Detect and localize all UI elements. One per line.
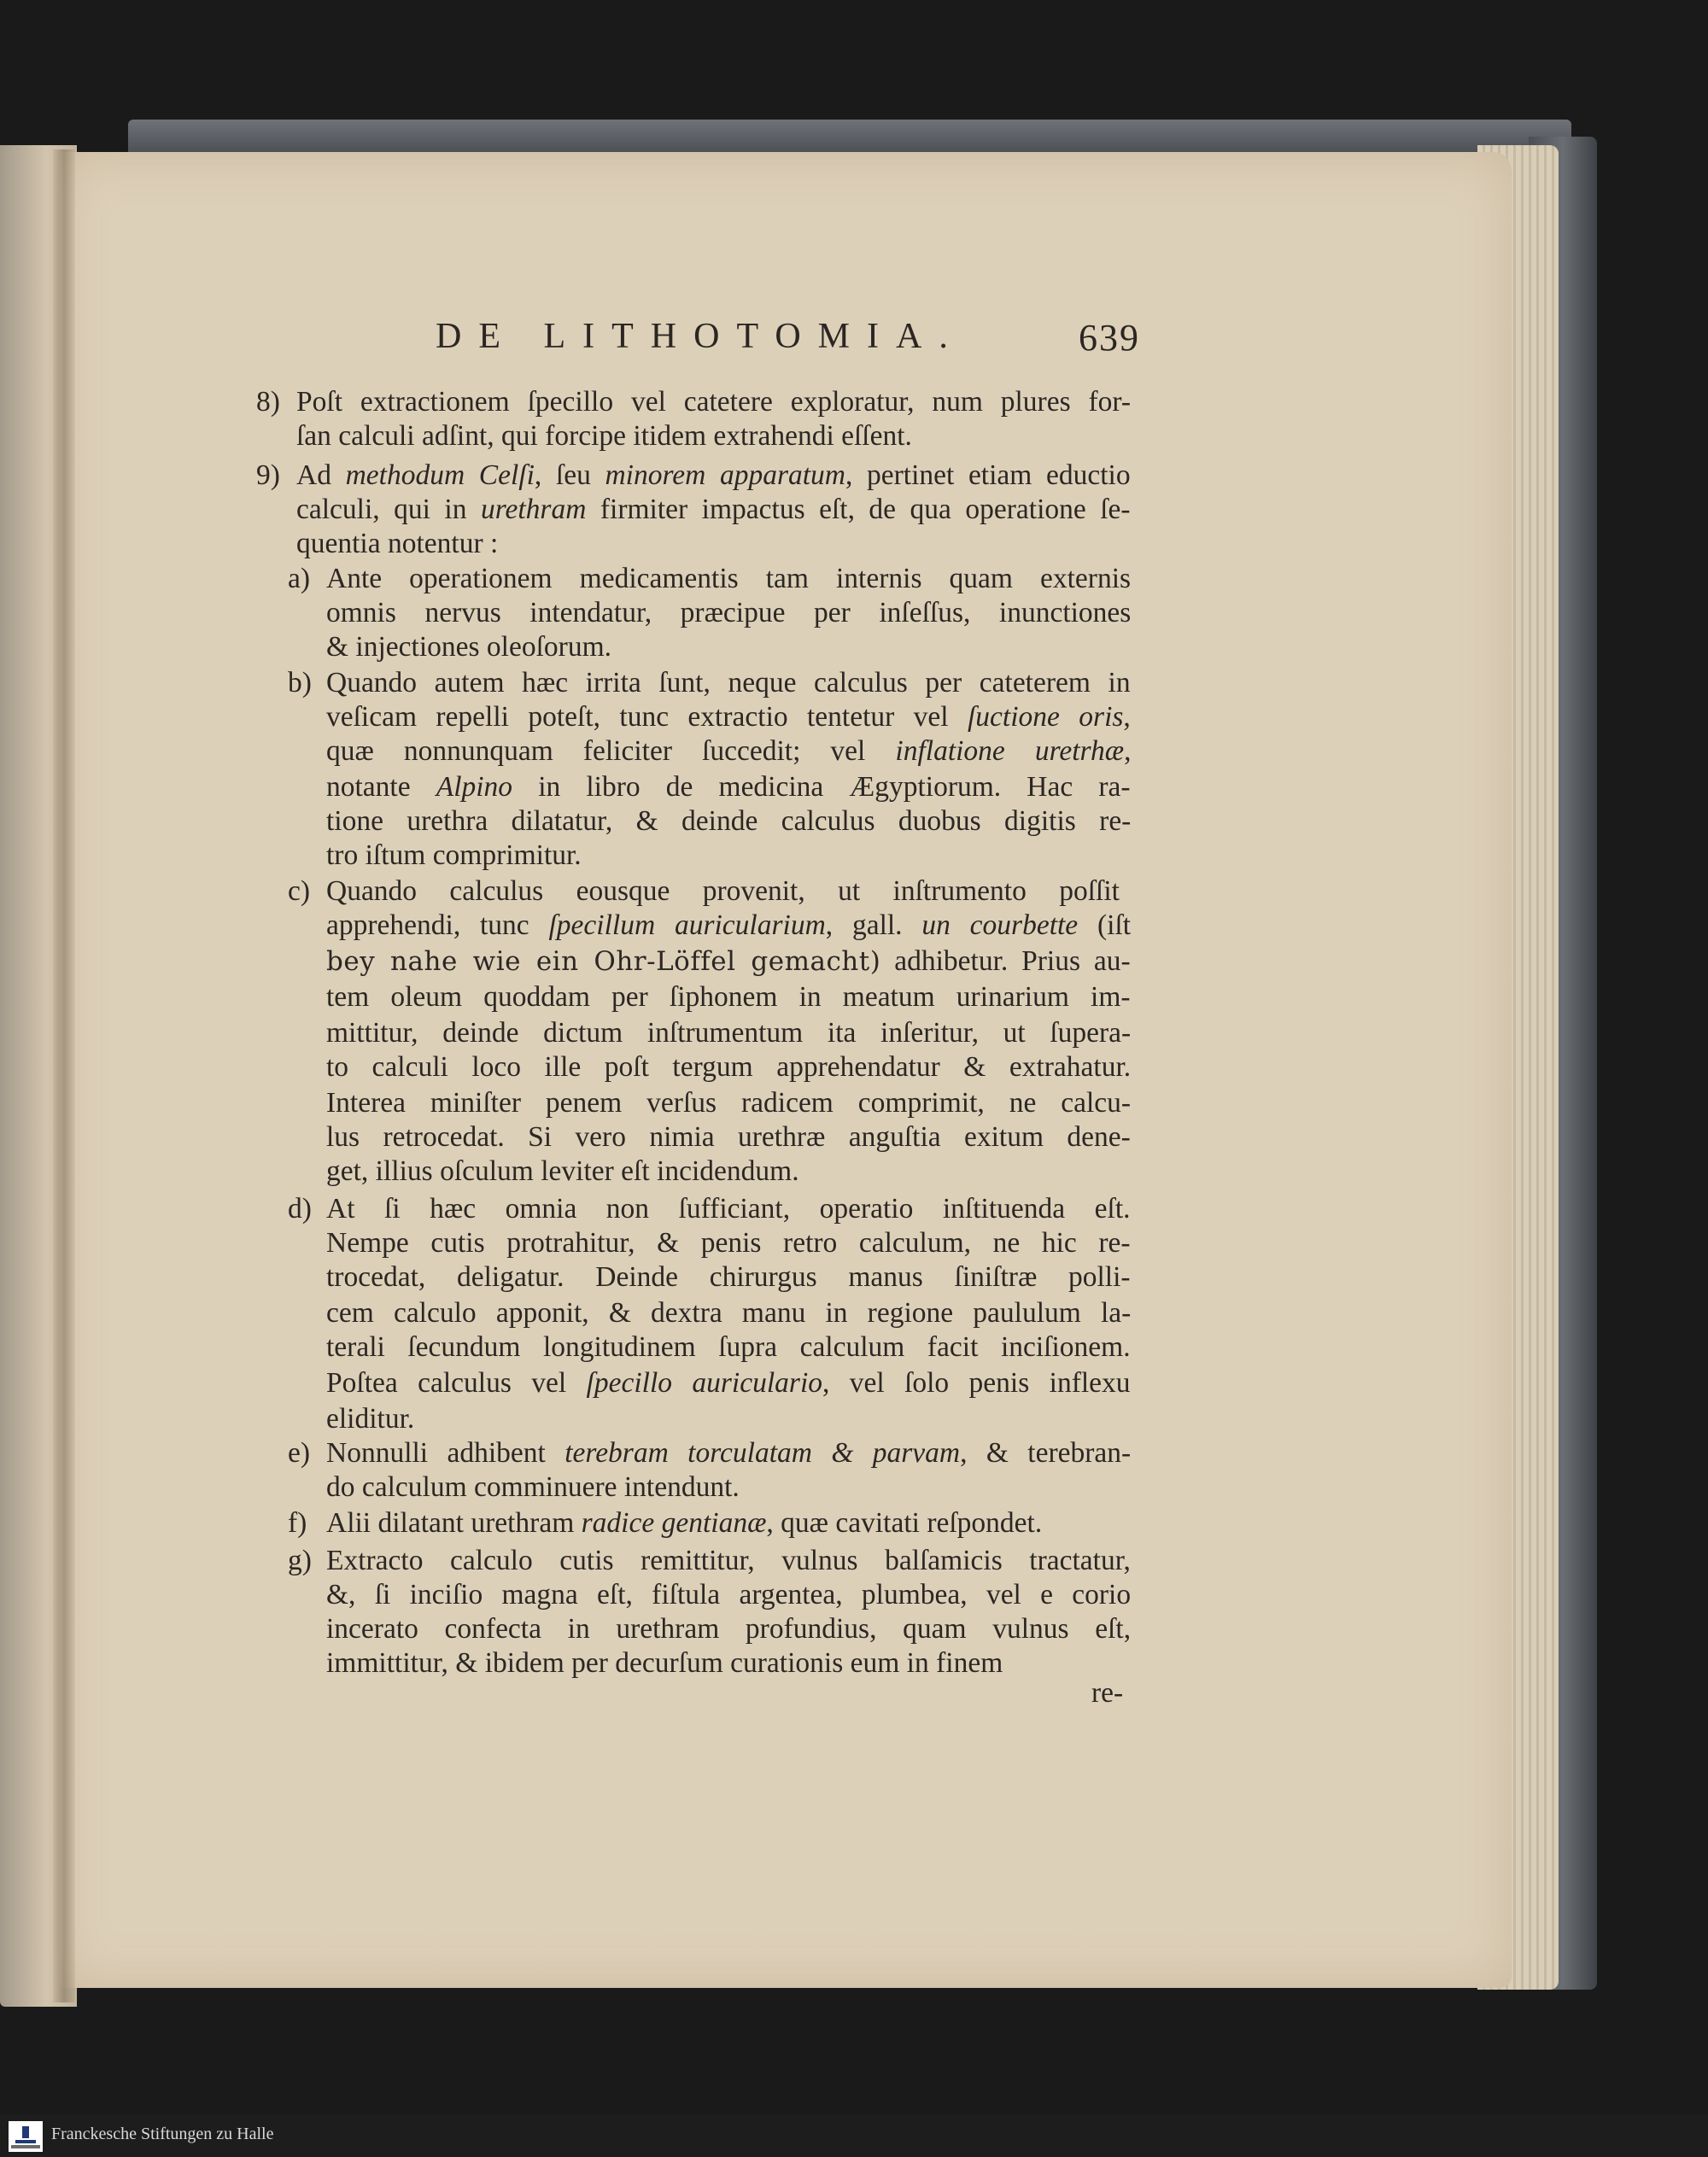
text-line xyxy=(326,770,1131,804)
text-segment: , gall. xyxy=(825,909,922,941)
list-item-label: g) xyxy=(288,1545,312,1576)
text-line xyxy=(326,1544,1131,1578)
text-line xyxy=(326,1330,1131,1365)
text-segment: notante xyxy=(326,771,436,803)
footer-text: Franckesche Stiftungen zu Halle xyxy=(51,2125,274,2143)
text-segment: veſicam repelli poteſt, tunc extractio tentetur vel xyxy=(326,701,968,733)
text-line xyxy=(326,666,1131,700)
text-segment: & injectiones oleoſorum. xyxy=(326,631,612,663)
text-segment: tro iſtum comprimitur. xyxy=(326,839,582,871)
text-line xyxy=(326,874,1120,909)
italic-phrase: ſpecillum auricularium xyxy=(548,909,826,941)
text-segment: trocedat, deligatur. Deinde chirurgus manus ſiniſtræ polli- xyxy=(326,1261,1131,1293)
text-segment: apprehendi, tunc xyxy=(326,909,549,941)
text-segment: immittitur, & ibidem per decurſum curationis eum in finem xyxy=(326,1647,1003,1679)
text-segment: firmiter impactus eſt, de qua operatione ſe- xyxy=(586,494,1131,525)
list-item-label: b) xyxy=(288,667,312,699)
text-line xyxy=(296,419,912,453)
text-segment: do calculum comminuere intendunt. xyxy=(326,1471,740,1503)
text-line xyxy=(326,1506,1042,1540)
text-line xyxy=(326,839,582,873)
text-line xyxy=(326,1086,1131,1120)
text-line xyxy=(326,1646,1003,1681)
text-segment: Poſt extractionem ſpecillo vel catetere exploratur, num plures for- xyxy=(296,386,1132,418)
list-item-label: 9) xyxy=(256,459,280,491)
page-number: 639 xyxy=(1079,317,1140,359)
text-segment: Nonnulli adhibent xyxy=(326,1437,565,1469)
text-segment: Extracto calculo cutis remittitur, vulnus balſamicis tractatur, xyxy=(326,1545,1131,1576)
text-segment: quentia notentur : xyxy=(296,528,499,559)
running-head-title: DE LITHOTOMIA. xyxy=(436,317,965,356)
text-line xyxy=(326,1436,1131,1470)
text-line xyxy=(326,944,1131,979)
text-segment: mittitur, deinde dictum inſtrumentum ita inſeritur, ut ſupera- xyxy=(326,1017,1132,1049)
text-line xyxy=(326,562,1131,596)
text-line xyxy=(326,1296,1131,1330)
text-segment: , vel ſolo penis inflexu xyxy=(822,1367,1131,1399)
italic-phrase: ſpecillo auriculario xyxy=(586,1367,823,1399)
text-line xyxy=(296,527,498,561)
list-item-label: f) xyxy=(288,1507,307,1539)
text-segment: , pertinet etiam eductio xyxy=(845,459,1131,491)
text-line xyxy=(326,909,1131,943)
text-segment: ſan calculi adſint, qui forcipe itidem extrahendi eſſent. xyxy=(296,420,912,452)
fraktur-phrase: bey nahe wie ein Ohr-Löffel gemacht) xyxy=(326,946,881,977)
text-segment: tione urethra dilatatur, & deinde calculus duobus digitis re- xyxy=(326,805,1132,837)
text-line xyxy=(326,1226,1131,1260)
text-segment: eliditur. xyxy=(326,1403,415,1435)
text-segment: cem calculo apponit, & dextra manu in regione paululum la- xyxy=(326,1297,1132,1329)
text-segment: adhibetur. Prius au- xyxy=(880,945,1131,977)
italic-phrase: inflatione uretrhæ xyxy=(895,735,1125,767)
text-segment: , ſeu xyxy=(534,459,605,491)
text-line xyxy=(326,1578,1131,1612)
text-segment: get, illius oſculum leviter eſt incidendum. xyxy=(326,1155,799,1187)
text-line xyxy=(326,734,1131,769)
text-segment: Poſtea calculus vel xyxy=(326,1367,587,1399)
text-segment: in libro de medicina Ægyptiorum. Hac ra- xyxy=(512,771,1131,803)
text-segment: , xyxy=(1124,735,1132,767)
text-line xyxy=(326,1016,1131,1050)
text-line xyxy=(326,980,1131,1014)
catchword: re- xyxy=(1091,1677,1124,1709)
text-line xyxy=(326,1366,1131,1400)
italic-phrase: methodum Celſi xyxy=(345,459,535,491)
text-line xyxy=(326,1470,740,1505)
text-line xyxy=(326,1260,1131,1295)
text-segment: Quando calculus eousque provenit, ut inſtrumento poſſit xyxy=(326,875,1120,907)
italic-phrase: ſuctione oris xyxy=(968,701,1124,733)
text-line xyxy=(326,1050,1131,1084)
text-segment: tem oleum quoddam per ſiphonem in meatum urinarium im- xyxy=(326,981,1131,1013)
text-line xyxy=(296,385,1131,419)
text-segment: to calculi loco ille poſt tergum apprehendatur & extrahatur. xyxy=(326,1051,1132,1083)
text-line xyxy=(326,700,1131,734)
text-line xyxy=(296,459,1131,493)
text-segment: Ante operationem medicamentis tam internis quam externis xyxy=(326,563,1132,594)
text-segment: Ad xyxy=(296,459,346,491)
text-segment: terali ſecundum longitudinem ſupra calculum facit inciſionem. xyxy=(326,1331,1131,1363)
text-segment: quæ nonnunquam feliciter ſuccedit; vel xyxy=(326,735,896,767)
text-line xyxy=(326,1154,799,1189)
text-line xyxy=(326,630,611,664)
text-line xyxy=(326,596,1131,630)
italic-phrase: urethram xyxy=(480,494,587,525)
text-segment: Quando autem hæc irrita ſunt, neque calculus per cateterem in xyxy=(326,667,1131,699)
text-segment: omnis nervus intendatur, præcipue per inſeſſus, inunctiones xyxy=(326,597,1132,628)
text-segment: At ſi hæc omnia non ſufficiant, operatio inſtituenda eſt. xyxy=(326,1193,1131,1225)
text-segment: , xyxy=(1123,701,1131,733)
text-segment: , quæ cavitati reſpondet. xyxy=(766,1507,1043,1539)
text-segment: Alii dilatant urethram xyxy=(326,1507,582,1539)
text-segment: lus retrocedat. Si vero nimia urethræ anguſtia exitum dene- xyxy=(326,1121,1131,1153)
book-gutter xyxy=(53,149,75,2002)
list-item-label: a) xyxy=(288,563,311,594)
text-segment: Interea miniſter penem verſus radicem comprimit, ne calcu- xyxy=(326,1087,1132,1119)
italic-phrase: un courbette xyxy=(921,909,1079,941)
text-segment: &, ſi inciſio magna eſt, fiſtula argentea, plumbea, vel e corio xyxy=(326,1579,1132,1610)
institution-logo-icon xyxy=(9,2121,43,2152)
text-segment: , & terebran- xyxy=(960,1437,1132,1469)
list-item-label: 8) xyxy=(256,386,280,418)
text-line xyxy=(326,1612,1131,1646)
text-line xyxy=(326,1192,1131,1226)
list-item-label: d) xyxy=(288,1193,312,1225)
list-item-label: c) xyxy=(288,875,311,907)
book-cover-top xyxy=(128,120,1571,155)
text-segment: calculi, qui in xyxy=(296,494,481,525)
text-line xyxy=(296,493,1131,527)
text-segment: Nempe cutis protrahitur, & penis retro calculum, ne hic re- xyxy=(326,1227,1131,1259)
text-segment: incerato confecta in urethram profundius, quam vulnus eſt, xyxy=(326,1613,1132,1645)
italic-phrase: radice gentianæ xyxy=(581,1507,767,1539)
text-line xyxy=(326,1402,414,1436)
italic-phrase: minorem apparatum xyxy=(605,459,845,491)
footer-bar xyxy=(0,2114,1708,2157)
text-line xyxy=(326,804,1131,839)
italic-phrase: Alpino xyxy=(436,771,513,803)
text-segment: (iſt xyxy=(1078,909,1132,941)
text-line xyxy=(326,1120,1131,1154)
list-item-label: e) xyxy=(288,1437,311,1469)
italic-phrase: terebram torculatam & parvam xyxy=(564,1437,961,1469)
